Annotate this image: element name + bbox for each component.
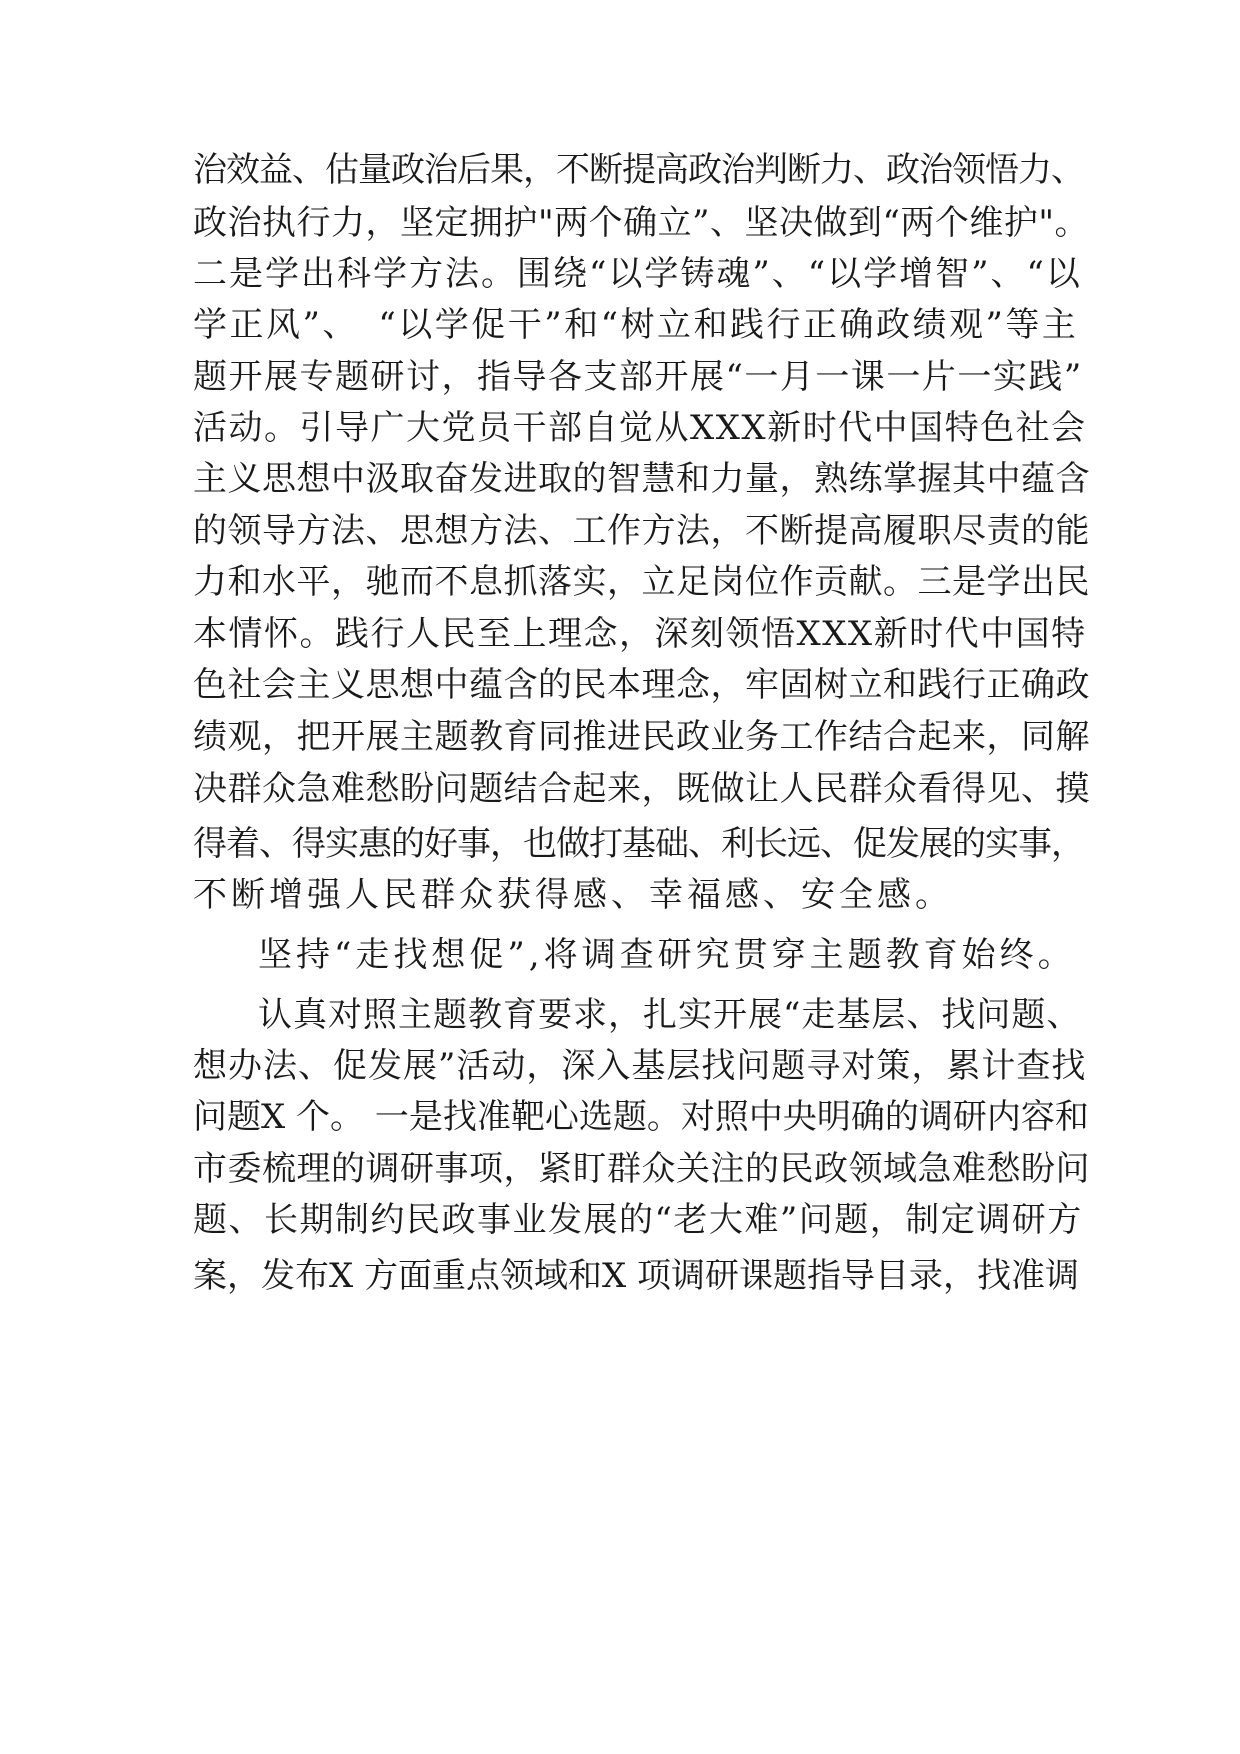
text-line-20: 市委梳理的调研事项，紧盯群众关注的民政领域急难愁盼问	[193, 1149, 1090, 1189]
text-line-10: 本情怀。践行人民至上理念，深刻领悟XXX新时代中国特	[193, 614, 1087, 654]
text-line-4: 学正风”、 “以学促干”和“树立和践行正确政绩观”等主	[193, 305, 1079, 345]
text-line-11: 色社会主义思想中蕴含的民本理念，牢固树立和践行正确政	[193, 665, 1090, 705]
text-line-3: 二是学出科学方法。围绕“以学铸魂”、“以学增智”、“以	[193, 254, 1082, 294]
text-line-14: 得着、得实惠的好事，也做打基础、利长远、促发展的实事，	[193, 824, 1084, 864]
section-heading: 坚持“走找想促”,将调查研究贯穿主题教育始终。	[258, 935, 1076, 975]
text-line-15: 不断增强人民群众获得感、幸福感、安全感。	[193, 875, 953, 915]
text-line-13: 决群众急难愁盼问题结合起来，既做让人民群众看得见、摸	[193, 769, 1090, 809]
text-line-21: 题、长期制约民政事业发展的“老大难”问题，制定调研方	[193, 1200, 1083, 1240]
text-line-5: 题开展专题研讨，指导各支部开展“一月一课一片一实践”	[193, 357, 1083, 397]
text-line-2: 政治执行力，坚定拥护"两个确立”、坚决做到“两个维护"。	[193, 203, 1090, 243]
text-line-1: 治效益、估量政治后果，不断提高政治判断力、政治领悟力、	[193, 150, 1084, 190]
text-line-7: 主义思想中汲取奋发进取的智慧和力量，熟练掌握其中蕴含	[193, 459, 1090, 499]
text-line-18: 想办法、促发展”活动，深入基层找问题寻对策，累计查找	[193, 1046, 1087, 1086]
text-line-22: 案，发布X 方面重点领域和X 项调研课题指导目录，找准调	[193, 1256, 1080, 1296]
text-line-19: 问题X 个。 一是找准靶心选题。对照中央明确的调研内容和	[193, 1097, 1089, 1137]
text-line-6: 活动。引导广大党员干部自觉从XXX新时代中国特色社会	[193, 408, 1087, 448]
text-line-8: 的领导方法、思想方法、工作方法，不断提高履职尽责的能	[193, 511, 1090, 551]
text-line-17: 认真对照主题教育要求，扎实开展“走基层、找问题、	[258, 995, 1082, 1035]
text-line-9: 力和水平，驰而不息抓落实，立足岗位作贡献。三是学出民	[193, 562, 1090, 602]
text-line-12: 绩观，把开展主题教育同推进民政业务工作结合起来，同解	[193, 717, 1090, 757]
